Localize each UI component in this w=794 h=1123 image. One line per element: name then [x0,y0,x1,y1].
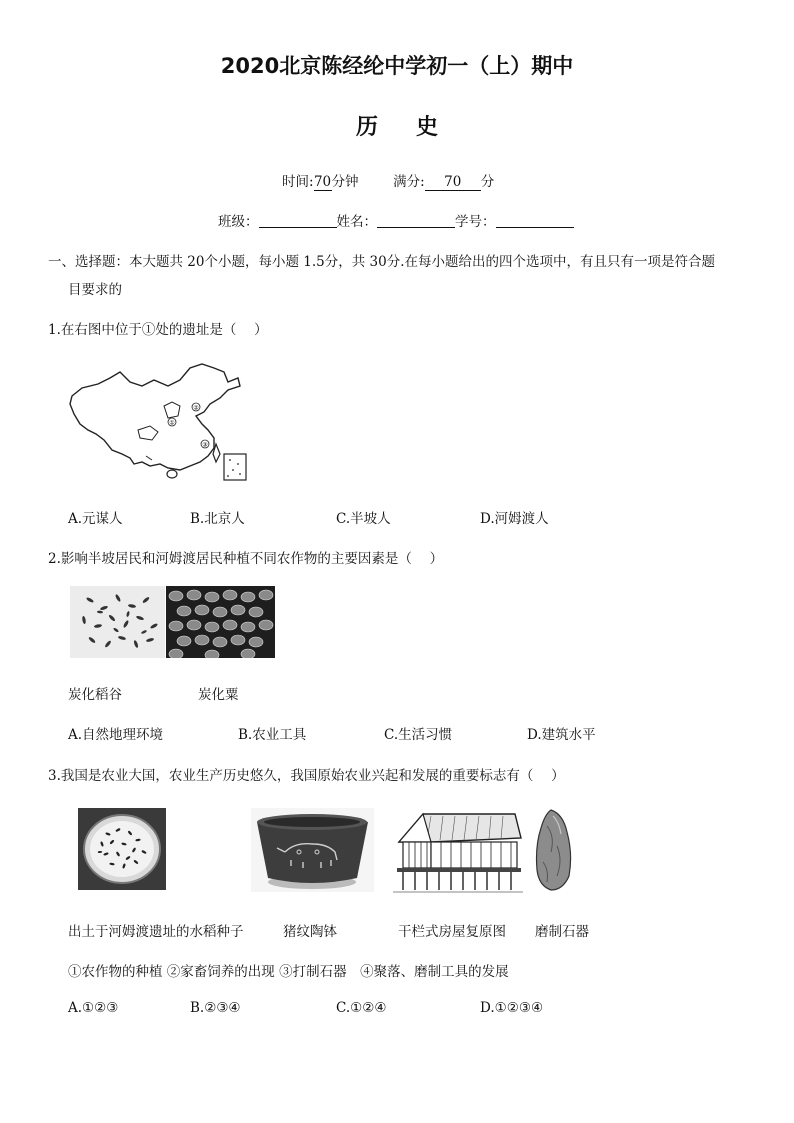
section-instructions-line1: 一、选择题：本大题共 20个小题，每小题 1.5分，共 30分.在每小题给出的四个选项中，有且只有一项是符合题 [48,254,715,270]
q2-caption-rice: 炭化稻谷 [68,687,122,703]
student-info [218,210,574,230]
exam-meta [282,170,494,191]
map-marker-2: ② [193,404,199,412]
id-blank[interactable] [496,213,574,228]
section-instructions-line2: 目要求的 [68,282,122,298]
q2-option-c[interactable]: C.生活习惯 [384,727,453,743]
q3-option-a[interactable]: A.①②③ [68,1000,119,1016]
q3-caption-stilt-house: 干栏式房屋复原图 [398,924,506,940]
class-label: 班级： [218,214,259,230]
name-label: 姓名： [336,214,377,230]
name-blank[interactable] [377,213,455,228]
question-2-stem: 2.影响半坡居民和河姆渡居民种植不同农作物的主要因素是（ ） [48,551,444,567]
carbonized-millet-image [166,586,275,658]
rice-seeds-image [78,808,166,890]
q3-caption-stone-tool: 磨制石器 [535,924,589,940]
stilt-house-image [393,808,523,894]
q3-statements: ①农作物的种植 ②家畜饲养的出现 ③打制石器 ④聚落、磨制工具的发展 [68,964,509,980]
q2-caption-millet: 炭化粟 [198,687,239,703]
q1-option-d[interactable]: D.河姆渡人 [480,511,549,527]
id-label: 学号： [455,214,496,230]
time-value: 70 [313,174,332,190]
q3-option-d[interactable]: D.①②③④ [480,1000,544,1016]
pig-pattern-pottery-image [251,808,374,892]
page-title: 2020北京陈经纶中学初一（上）期中 [220,54,574,78]
q1-option-c[interactable]: C.半坡人 [336,511,391,527]
q2-option-a[interactable]: A.自然地理环境 [68,727,164,743]
q3-caption-pottery: 猪纹陶钵 [283,924,337,940]
q2-option-d[interactable]: D.建筑水平 [527,727,596,743]
map-marker-3: ③ [202,441,208,449]
score-label: 满分: [393,174,425,190]
score-unit: 分 [480,174,495,190]
time-label: 时间: [282,174,314,190]
subject-title: 历史 [355,115,476,140]
map-marker-1: ① [169,419,175,427]
q1-option-b[interactable]: B.北京人 [190,511,245,527]
time-unit: 分钟 [331,174,359,190]
q3-option-c[interactable]: C.①②④ [336,1000,387,1016]
carbonized-rice-image [70,586,165,658]
score-value: 70 [425,174,481,191]
q1-option-a[interactable]: A.元谋人 [68,511,123,527]
class-blank[interactable] [259,213,337,228]
question-1-stem: 1.在右图中位于①处的遗址是（ ） [48,322,268,338]
q3-option-b[interactable]: B.②③④ [190,1000,241,1016]
polished-stone-tool-image [533,806,577,894]
q2-option-b[interactable]: B.农业工具 [238,727,307,743]
question-3-stem: 3.我国是农业大国，农业生产历史悠久，我国原始农业兴起和发展的重要标志有（ ） [48,768,565,784]
china-map-image [68,360,250,484]
q3-caption-rice-seeds: 出土于河姆渡遗址的水稻种子 [68,924,244,940]
